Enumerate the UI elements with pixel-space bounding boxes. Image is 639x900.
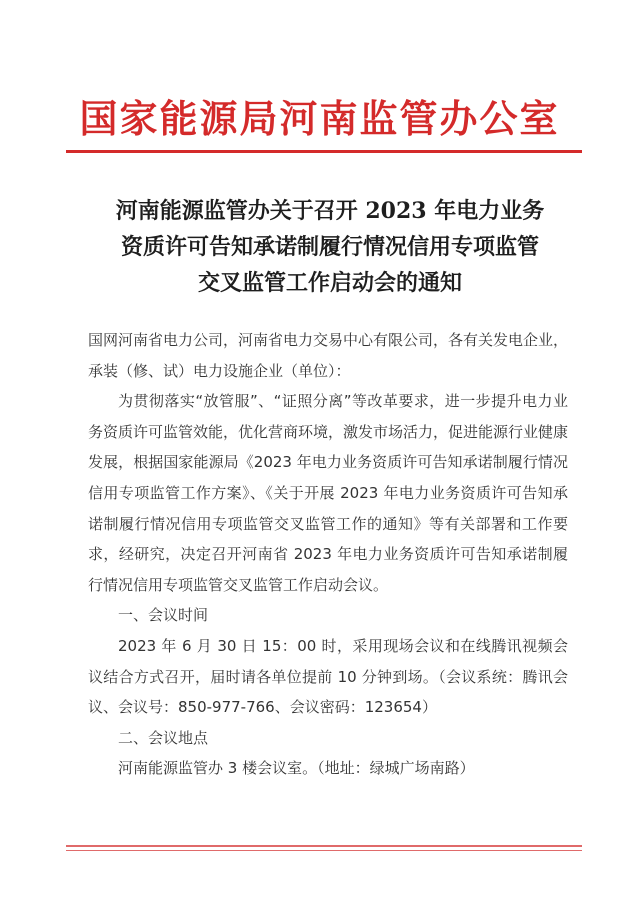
section-text-meeting-location: 河南能源监管办 3 楼会议室。（地址：绿城广场南路） bbox=[118, 759, 475, 778]
footer-red-rule-thin bbox=[66, 850, 582, 851]
document-body bbox=[88, 325, 568, 784]
issuing-authority-header: 国家能源局河南监管办公室 bbox=[79, 96, 560, 141]
section-text-meeting-time: 2023 年 6 月 30 日 15：00 时，采用现场会议和在线腾讯视频会议结合方式召开，届时请各单位提前 10 分钟到场。（会议系统：腾讯会议、会议号：850-977-766、会议密码：123654） bbox=[88, 636, 568, 717]
title-line-1: 河南能源监管办关于召开 2023 年电力业务 bbox=[115, 198, 545, 224]
document-title bbox=[60, 193, 600, 301]
title-line-2: 资质许可告知承诺制履行情况信用专项监管 bbox=[120, 234, 539, 260]
section-heading-meeting-location: 二、会议地点 bbox=[118, 728, 209, 747]
title-line-3: 交叉监管工作启动会的通知 bbox=[197, 270, 462, 296]
intro-paragraph: 为贯彻落实“放管服”、“证照分离”等改革要求，进一步提升电力业务资质许可监管效能，优化营商环境，激发市场活力，促进能源行业健康发展，根据国家能源局《2023 年电力业务资质许可告知承诺制履行情况信用专项监管工作方案》、《关于开展 2023 年电力业务资质许可告知承诺制履行情况信用专项监管交叉监管工作的通知》等有关部署和工作要求，经研究，决定召开河南省 2023 年电力业务资质许可告知承诺制履行情况信用专项监管交叉监管工作启动会议。 bbox=[88, 392, 569, 594]
footer-red-rule bbox=[66, 845, 582, 847]
recipients-paragraph: 国网河南省电力公司，河南省电力交易中心有限公司，各有关发电企业，承装（修、试）电力设施企业（单位）： bbox=[88, 331, 569, 380]
header-red-rule bbox=[66, 150, 582, 153]
section-heading-meeting-time: 一、会议时间 bbox=[118, 606, 209, 625]
